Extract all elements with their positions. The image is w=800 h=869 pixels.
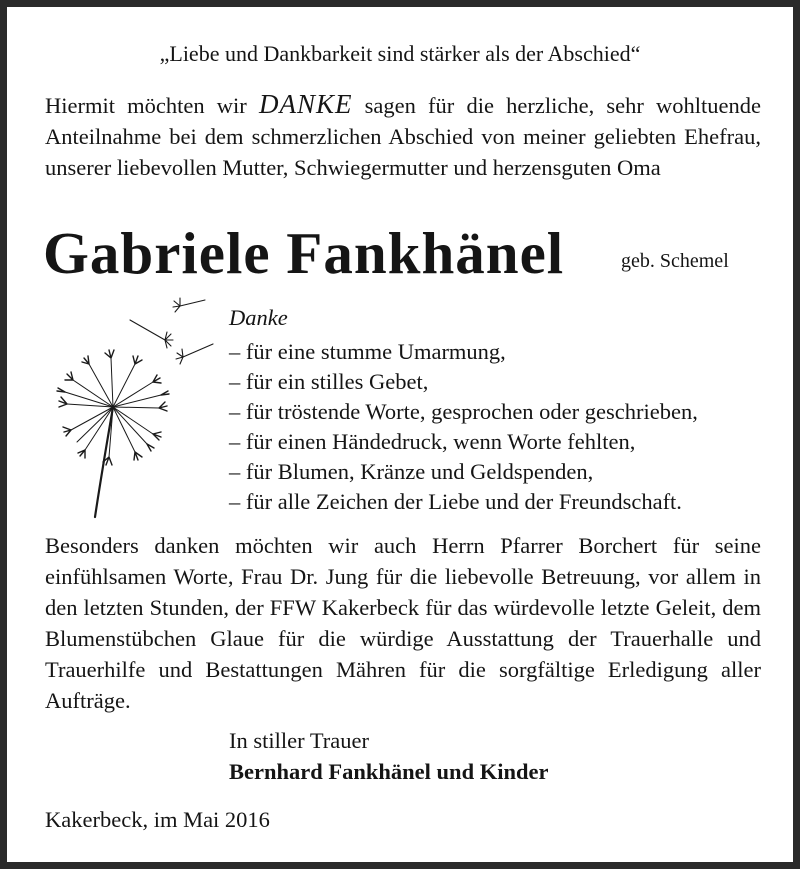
thanks-item: – für alle Zeichen der Liebe und der Freundschaft. [229, 489, 682, 514]
dandelion-icon [35, 292, 225, 522]
intro-text-start: Hiermit möchten wir [45, 93, 259, 118]
place-and-date: Kakerbeck, im Mai 2016 [45, 807, 270, 832]
thanks-item: – für Blumen, Kränze und Geldspenden, [229, 459, 594, 484]
motto-quote: „Liebe und Dankbarkeit sind stärker als der Abschied“ [159, 41, 641, 66]
deceased-name: Gabriele Fankhänel [43, 220, 565, 286]
intro-paragraph [45, 89, 761, 183]
birth-name: geb. Schemel [621, 250, 729, 272]
thanks-item: – für einen Händedruck, wenn Worte fehlten, [229, 429, 636, 454]
acknowledgement-paragraph: Besonders danken möchten wir auch Herrn Pfarrer Borchert für seine einfühlsamen Worte, Frau Dr. Jung für die liebevolle Betreuung, vor allem in den letzten Stunden, der FFW Kakerbeck für das würdevolle letzte Geleit, dem Blumenstübchen Glaue für die würdige Ausstattung der Trauerhalle und Trauerhilfe und Bestattungen Mähren für die sorgfältige Erledigung aller Aufträge. [45, 533, 761, 713]
thanks-item: – für tröstende Worte, gesprochen oder geschrieben, [229, 399, 698, 424]
danke-word: DANKE [258, 89, 353, 119]
intro-text-end: sagen für die herzliche, sehr wohltuende Anteilnahme bei dem schmerzlichen Abschied von meiner geliebten Ehefrau, unserer liebevollen Mutter, Schwiegermutter und herzensguten Oma [45, 93, 761, 180]
thanks-item: – für ein stilles Gebet, [229, 369, 429, 394]
thanks-title: Danke [229, 305, 288, 330]
mourning-label: In stiller Trauer [229, 728, 369, 753]
thanks-item: – für eine stumme Umarmung, [229, 339, 506, 364]
mourners-names: Bernhard Fankhänel und Kinder [229, 759, 549, 784]
thanks-list [229, 337, 698, 517]
